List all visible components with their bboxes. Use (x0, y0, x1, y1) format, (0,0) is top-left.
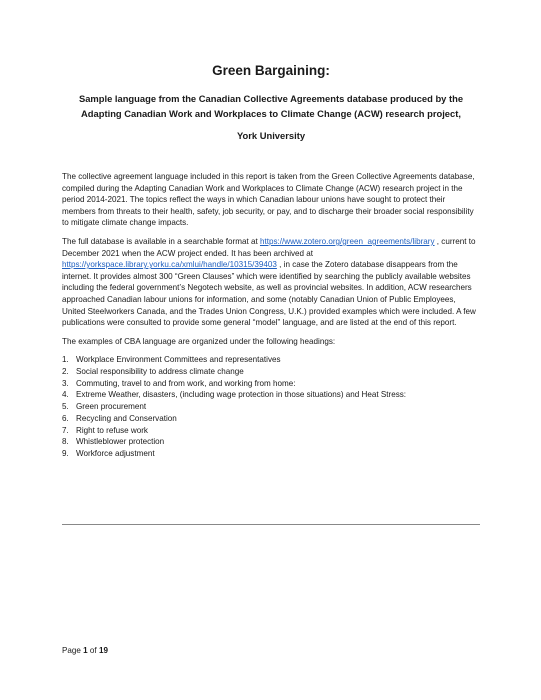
database-rest-text: , in case the Zotero database disappears from the internet. It provides almost 300 “Green Clauses” which were identified by searching the publicly available websites including the federal government’s Negotech website, as well as provincial websites. In addition, ACW researchers approached Canadian labour unions for information, and some (notably Canadian Union of Public Employees, United Steelworkers Canada, and the Trades Union Congress, U.K.) provided examples which were included. A few publications were consulted to provide some general “model” language, and are listed at the end of this report. (62, 260, 476, 328)
list-item (62, 436, 480, 448)
list-item-text: Workplace Environment Committees and representatives (76, 355, 281, 365)
list-item-number: 9. (62, 448, 69, 458)
list-item-text: Workforce adjustment (76, 448, 155, 458)
list-item-text: Recycling and Conservation (76, 413, 177, 423)
list-item (62, 366, 480, 378)
list-item (62, 401, 480, 413)
list-item (62, 378, 480, 390)
list-item-text: Green procurement (76, 402, 147, 412)
zotero-library-link[interactable]: https://www.zotero.org/green_agreements/library (259, 236, 435, 246)
list-item (62, 448, 480, 460)
list-item-number: 7. (62, 425, 69, 435)
list-item-number: 5. (62, 402, 69, 412)
list-item (62, 389, 480, 401)
list-item-text: Social responsibility to address climate change (76, 367, 244, 377)
headings-list (62, 354, 480, 459)
institution-name: York University (236, 130, 306, 141)
list-item-number: 8. (62, 437, 69, 447)
of-label: of (89, 646, 97, 655)
database-mid-text: , current to December 2021 when the ACW project ended. It has been archived at (62, 236, 476, 258)
document-title: Green Bargaining: (212, 63, 330, 78)
document-subtitle: Sample language from the Canadian Collective Agreements database produced by the Adapting Canadian Work and Workplaces to Climate Change (ACW) research project, (78, 93, 464, 119)
page-content (62, 62, 480, 460)
list-item-text: Right to refuse work (76, 425, 148, 435)
list-item-number: 1. (62, 355, 69, 365)
section-divider (62, 524, 480, 525)
page-label: Page (62, 646, 81, 655)
database-intro-text: The full database is available in a searchable format at (62, 236, 258, 246)
list-item (62, 354, 480, 366)
page-footer (62, 645, 108, 656)
headings-intro: The examples of CBA language are organized under the following headings: (62, 336, 336, 346)
list-item-text: Whistleblower protection (76, 437, 165, 447)
list-item-number: 4. (62, 390, 69, 400)
current-page-number: 1 (83, 646, 88, 655)
yorkspace-archive-link[interactable]: https://yorkspace.library.yorku.ca/xmlui/handle/10315/39403 (62, 260, 277, 270)
database-paragraph (62, 236, 480, 329)
total-page-count: 19 (98, 646, 108, 655)
list-item (62, 425, 480, 437)
list-item (62, 413, 480, 425)
list-item-number: 3. (62, 378, 69, 388)
list-item-text: Extreme Weather, disasters, (including wage protection in those situations) and Heat Stress: (76, 390, 407, 400)
intro-paragraph: The collective agreement language included in this report is taken from the Green Collective Agreements database, compiled during the Adapting Canadian Work and Workplaces to Climate Change (ACW) research project in the period 2014-2021. The topics reflect the ways in which Canadian labour unions have sought to protect their members from threats to their health, safety, job security, or pay, and to discharge their broader social responsibility to mitigate climate change impacts. (62, 172, 475, 228)
list-item-number: 2. (62, 367, 69, 377)
list-item-text: Commuting, travel to and from work, and working from home: (76, 378, 296, 388)
list-item-number: 6. (62, 413, 69, 423)
